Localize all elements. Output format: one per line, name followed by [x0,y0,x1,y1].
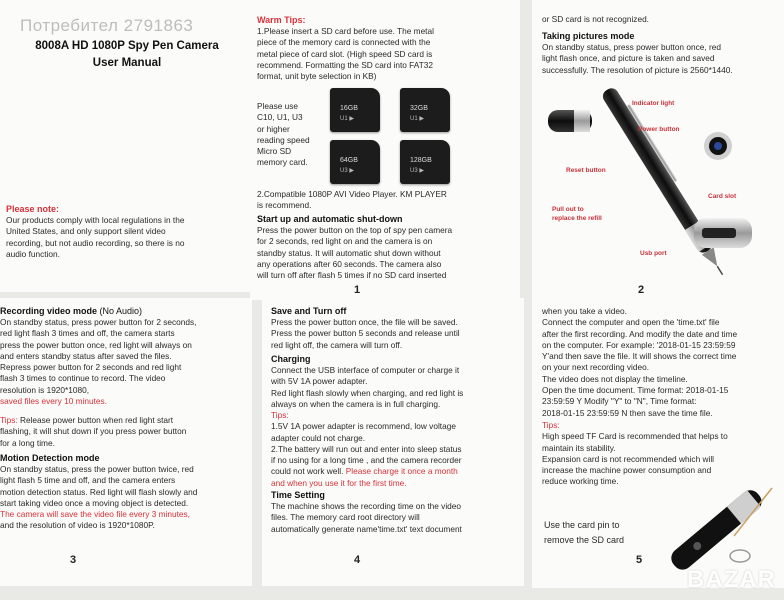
tips-line: reduce working time. [542,476,619,487]
motion-text [0,464,197,532]
label-card-slot: Card slot [708,193,737,200]
recording-text [0,317,196,407]
time-line: Open the time document. Time format: 2018-01-15 [542,385,729,396]
motion-heading: Motion Detection mode [0,453,100,463]
startup-text [257,225,452,281]
tips-line: High speed TF Card is recommended that helps to [542,431,728,442]
pictures-line: light flash once, and picture is taken and saved [542,53,715,64]
compat-line: is recommend. [257,200,312,211]
seller-watermark: Потребител 2791863 [20,16,194,35]
tips-label: Tips: [0,415,18,425]
label-replace-refill: replace the refill [552,215,602,222]
charging-heading: Charging [271,354,311,364]
save-text [271,317,460,351]
save-line: red light off, the camera will turn off. [271,339,403,350]
page-number: 4 [354,554,361,566]
compat-text [257,189,447,212]
pin-line: remove the SD card [544,535,625,545]
note-line: recording, but not audio recording, so there is no [6,237,185,248]
tips-line: maintain its stability. [542,442,616,453]
time-line: when you take a video. [542,306,627,316]
manual-title [7,38,247,72]
save-line: Press the power button once, the file will be saved. [271,317,458,327]
charging-text [271,365,463,410]
label-indicator-light: Indicator light [632,100,675,107]
sd-note-line: or higher [257,123,290,134]
bazar-logo: BAZAR [687,566,776,593]
panel-page-4 [262,298,524,586]
recording-line: and enters standby status after saved the files. [0,350,172,361]
recording-line: press the power button once, red light will always on [0,339,192,350]
recording-suffix: (No Audio) [99,306,143,316]
sd-note-line: Please use [257,101,299,111]
sd-note-line: C10, U1, U3 [257,112,303,123]
time-heading: Time Setting [271,490,325,500]
save-heading: Save and Turn off [271,306,347,316]
tips-line: if no using for a long time , and the camera recorder [271,455,462,466]
charging-line: always on when the camera is in full charging. [271,398,441,409]
panel-page-5 [532,298,784,588]
recording-line: flash 3 times to continue to record. The video [0,373,166,384]
tips-label: Tips: [271,410,289,420]
tips-red-inline: Please charge it once a month [345,466,458,477]
time-text [271,501,462,535]
sd-note-line: memory card. [257,157,308,168]
motion-line: motion detection status. Red light will flash slowly and [0,486,198,497]
motion-line: start taking video once a moving object is detected. [0,497,189,508]
tips-line: 1.5V 1A power adapter is recommend, low voltage [271,421,456,432]
tips-line: 2.The battery will run out and enter into sleep status [271,443,462,454]
warm-tips-text [257,26,434,82]
tips-line: piece of the memory card is connected with the [257,37,431,48]
sd-capacity: 128GB [410,157,432,164]
tips-line: recommend. Formatting the SD card into FAT32 [257,59,433,70]
compat-line: 2.Compatible 1080P AVI Video Player. KM PLAYER [257,189,447,199]
save-line: Press the power button 5 seconds and release until [271,328,460,339]
tips-line: metal piece of card slot. (High speed SD card is [257,48,433,59]
tips-line: 1.Please insert a SD card before use. The metal [257,26,434,36]
spy-pen-diagram [546,80,776,280]
tips-line: flashing, it will shut down if you press power button [0,426,187,437]
usb-port-closeup [694,218,752,248]
recording-heading [0,306,142,317]
sd-capacity: 32GB [410,105,428,112]
tips-line: increase the machine power consumption and [542,465,712,476]
label-reset-button: Reset button [566,167,606,174]
time-line: on the computer. For example: '2018-01-15 23:59:59 [542,339,736,350]
recording-tips [0,415,186,449]
camera-lens-closeup [704,132,732,160]
sd-capacity: 16GB [340,105,358,112]
title-line-2: User Manual [92,57,162,69]
motion-line: On standby status, press the power button twice, red [0,464,194,474]
sd-capacity: 64GB [340,157,358,164]
sd-card-image [330,140,380,184]
warm-tips-heading: Warm Tips: [257,15,306,25]
panel-page-3 [0,298,252,586]
startup-line: Press the power button on the top of spy pen camera [257,225,453,235]
note-line: audio function. [6,248,60,259]
note-line: Our products comply with local regulations in the [6,215,185,225]
tips-line: adapter could not charge. [271,432,366,443]
page-number: 3 [70,554,77,566]
time-line: 2018-01-15 23:59:59 N then save the time file. [542,407,713,418]
startup-line: will turn off after flash 5 times if no SD card inserted [257,270,447,281]
panel-page-2 [532,0,784,300]
sd-mark: U3 ▶ [410,168,424,174]
recording-title: Recording video mode [0,306,98,316]
page-number: 5 [636,554,643,566]
time-line: after the first recording. And modify the date and time [542,328,738,339]
label-usb-port: Usb port [640,250,667,257]
sd-card-image [400,88,450,132]
motion-line: light flash 5 time and off, and the camera enters [0,475,176,486]
panel-page-1 [250,0,520,300]
card-pin-caption [544,518,624,548]
continue-text: or SD card is not recognized. [542,14,649,24]
motion-line: and the resolution of video is 1920*1080P. [0,520,155,531]
sd-mark: U1 ▶ [340,116,354,122]
tips-line: could not work well. [271,466,344,477]
sd-card-image [400,140,450,184]
time-line: automatically generate name'time.txt' text document [271,523,462,534]
sd-note-line: reading speed [257,134,310,145]
pen-cap-closeup [548,110,592,132]
tips-line: Release power button when red light start [17,415,174,425]
note-heading: Please note: [6,204,60,214]
time-line: Y'and then save the file. It will shows the correct time [542,351,737,362]
time-continue-text [542,306,737,419]
tips-label: Tips: [542,420,560,430]
label-pull-out: Pull out to [552,206,584,213]
pictures-heading: Taking pictures mode [542,31,635,41]
charging-line: with 5V 1A power adapter. [271,376,368,387]
tips-line: format, unit byte selection in KB) [257,71,377,82]
startup-heading: Start up and automatic shut-down [257,214,403,224]
charging-tips [271,410,461,489]
time-line: 23:59:59 Y Modify "Y" to "N", Time format: [542,396,697,407]
tips-line: Expansion card is not recommended which will [542,453,715,464]
note-line: United States, and only support silent video [6,226,166,237]
recording-line: Repress power button for 2 seconds and red light [0,362,182,373]
recording-line: On standby status, press power button for 2 seconds, [0,317,197,327]
pin-line: Use the card pin to [544,520,620,530]
panel-page-cover [0,0,255,292]
startup-line: standby status. It will automatic shut down without [257,247,441,258]
tips-line: for a long time. [0,437,55,448]
page-number: 2 [638,284,645,296]
note-text [6,215,185,260]
label-power-button: Power button [638,126,680,133]
time-line: The machine shows the recording time on the video [271,501,462,511]
sd-mark: U1 ▶ [410,116,424,122]
recording-red-line: saved files every 10 minutes. [0,396,107,407]
startup-line: any operations after 60 seconds. The camera also [257,258,442,269]
sd-mark: U3 ▶ [340,168,354,174]
pictures-line: On standby status, press power button once, red [542,42,721,52]
recording-line: resolution is 1920*1080, [0,384,90,395]
pictures-text [542,42,733,76]
startup-line: for 2 seconds, red light on and the camera is on [257,236,433,247]
title-line-1: 8008A HD 1080P Spy Pen Camera [35,40,219,52]
time-line: files. The memory card root directory will [271,512,420,523]
charging-line: Connect the USB interface of computer or charge it [271,365,460,375]
sd-note-line: Micro SD [257,146,292,157]
tips-red-line: and when you use it for the first time. [271,477,407,488]
time-line: The video does not display the timeline. [542,373,688,384]
time-line: Connect the computer and open the 'time.txt' file [542,317,720,328]
charging-line: Red light flash slowly when charging, and red light is [271,387,464,398]
time-line: on your next recording video. [542,362,650,373]
sd-card-image [330,88,380,132]
page-number: 1 [354,284,361,296]
sd-note-text [257,101,310,169]
motion-red-line: The camera will save the video file every 3 minutes, [0,509,190,520]
pictures-line: successfully. The resolution of picture is 2560*1440. [542,64,733,75]
recording-line: red light flash 3 times and off, the camera starts [0,328,175,339]
